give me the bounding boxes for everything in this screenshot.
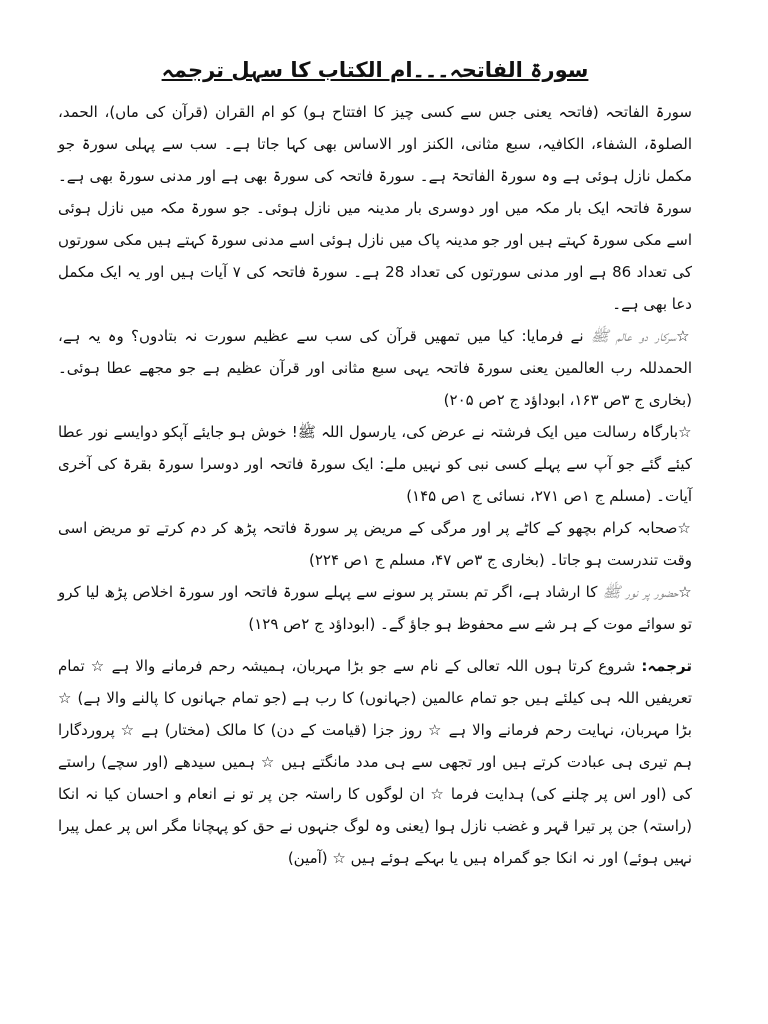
hadith-item [58, 416, 692, 512]
star-icon: ☆ [678, 423, 693, 441]
hadith-lead: سرکار دو عالم ﷺ [590, 327, 677, 345]
hadith-text: نے فرمایا: کیا میں تمھیں قرآن کی سب سے عظیم سورت نہ بتادوں؟ وہ یہ ہے، الحمدللہ رب العالمین یعنی سورۃ فاتحہ یہی سبع مثانی اور قرآن عظیم ہے جو مجھے عطا ہوئی۔ (بخاری ج ۳ص ۱۶۳، ابوداؤد ج ۲ص ۲۰۵) [58, 327, 692, 409]
translation-text: شروع کرتا ہوں اللہ تعالی کے نام سے جو بڑا مہربان، ہمیشہ رحم فرمانے والا ہے ☆ تمام تعریفیں اللہ ہی کیلئے ہیں جو تمام عالمین (جہانوں) کا رب ہے (جو تمام جہانوں کا پالنے والا ہے) ☆ بڑا مہربان، نہایت رحم فرمانے والا ہے ☆ روز جزا (قیامت کے دن) کا مالک (مختار) ہے ☆ پروردگارا ہم تیری ہی عبادت کرتے ہیں اور تجھی سے ہی مدد مانگتے ہیں ☆ ہمیں سیدھے (اور سچے) راستے کی (اور اس پر چلنے کی) ہدایت فرما ☆ ان لوگوں کا راستہ جن پر تو نے انعام و احسان کیا نہ انکا (راستہ) جن پر تیرا قہر و غضب نازل ہوا (یعنی وہ لوگ جنہوں نے حق کو پہچانا مگر اس پر عمل پیرا نہیں ہوئے) اور نہ انکا جو گمراہ ہیں یا بہکے ہوئے ہیں ☆ (آمین) [58, 657, 692, 867]
section-gap [58, 640, 692, 650]
star-icon: ☆ [677, 519, 692, 537]
hadith-list [58, 320, 692, 640]
translation-paragraph [58, 650, 692, 874]
hadith-item [58, 576, 692, 640]
hadith-text: صحابہ کرام بچھو کے کاٹے پر اور مرگی کے مریض پر سورۃ فاتحہ پڑھ کر دم کرتے تو مریض اسی وقت تندرست ہو جاتا۔ (بخاری ج ۳ص ۴۷، مسلم ج ۱ص ۲۲۴) [58, 519, 692, 569]
translation-label: ترجمہ: [641, 657, 692, 675]
hadith-item [58, 512, 692, 576]
hadith-text: کا ارشاد ہے، اگر تم بستر پر سونے سے پہلے سورۃ فاتحہ اور سورۃ اخلاص پڑھ لیا کرو تو سوائے موت کے ہر شے سے محفوظ ہو جاؤ گے۔ (ابوداؤد ج ۲ص ۱۲۹) [58, 583, 692, 633]
hadith-text: بارگاہ رسالت میں ایک فرشتہ نے عرض کی، یارسول اللہ ﷺ! خوش ہو جایئے آپکو دوایسے نور عطا کیئے گئے جو آپ سے پہلے کسی نبی کو نہیں ملے: ایک سورۃ فاتحہ اور دوسرا سورۃ بقرۃ کی آخری آیات۔ (مسلم ج ۱ص ۲۷۱، نسائی ج ۱ص ۱۴۵) [58, 423, 692, 505]
intro-paragraph: سورۃ الفاتحہ (فاتحہ یعنی جس سے کسی چیز کا افتتاح ہو) کو ام القران (قرآن کی ماں)، الحمد، الصلوۃ، الشفاء، الکافیہ، سبع مثانی، الکنز اور الاساس بھی کہا جاتا ہے۔ سب سے پہلی سورۃ جو مکمل نازل ہوئی ہے وہ سورۃ الفاتحۃ ہے۔ سورۃ فاتحہ کی سورۃ بھی ہے اور مدنی سورۃ بھی ہے۔ سورۃ فاتحہ ایک بار مکہ میں اور دوسری بار مدینہ میں نازل ہوئی۔ جو سورۃ مکہ میں نازل ہوئی اسے مکی سورۃ کہتے ہیں اور جو مدینہ پاک میں نازل ہوئی اسے مدنی سورۃ کہتے ہیں مکی سورتوں کی تعداد 86 ہے اور مدنی سورتوں کی تعداد 28 ہے۔ سورۃ فاتحہ کی ۷ آیات ہیں اور یہ ایک مکمل دعا بھی ہے۔ [58, 103, 692, 313]
star-icon: ☆ [678, 583, 692, 601]
hadith-lead: حضور پر نور ﷺ [602, 583, 679, 601]
hadith-item [58, 320, 692, 416]
star-icon: ☆ [676, 327, 693, 345]
page-title: سورۃ الفاتحہ۔۔۔ام الکتاب کا سہل ترجمہ [161, 58, 589, 82]
